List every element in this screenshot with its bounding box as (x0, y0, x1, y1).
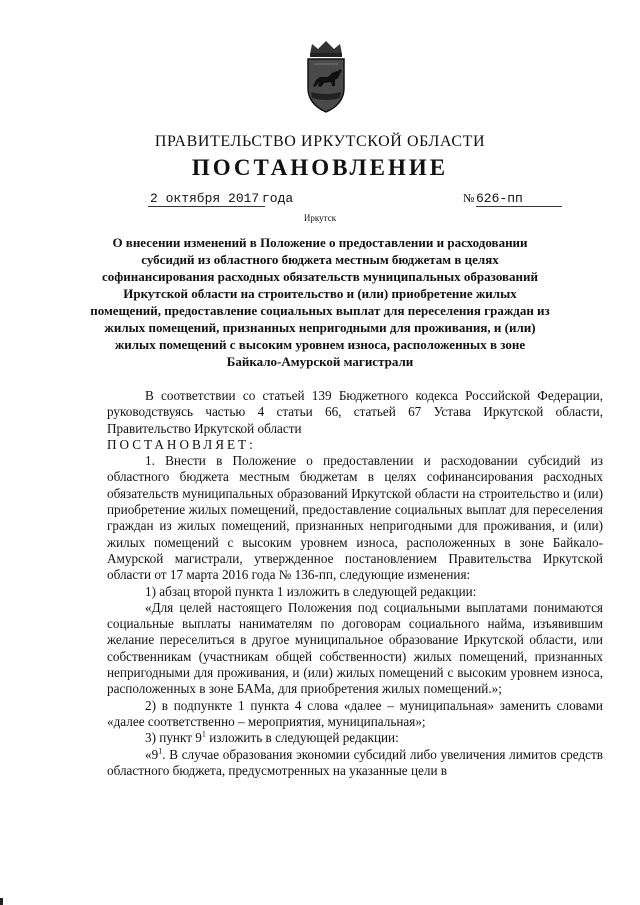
decree-word: ПОСТАНОВЛЯЕТ: (107, 436, 256, 452)
item-1-paragraph: 1. Внести в Положение о предоставлении и расходовании субсидий из областного бюджета местным бюджетам в целях софинансирования расходных обязательств муниципальных образований Иркутской области на строительство и (или) приобретение жилых помещений, предоставление социальных выплат для переселения граждан из жилых помещений, признанных непригодными для проживания, и (или) жилых помещений с высоким уровнем износа, расположенных в зоне Байкало-Амурской магистрали, утвержденное постановлением Правительства Иркутской области от 17 марта 2016 года № 136-пп, следующие изменения: (107, 453, 603, 583)
quote-2-text-b: . В случае образования экономии субсидий либо увеличения лимитов средств областного бюджета, предусмотренных на указанные цели в (107, 746, 603, 778)
quote-2-paragraph (107, 747, 603, 780)
quote-2-superscript: 1 (158, 746, 163, 756)
quote-2-text-a: «9 (145, 746, 159, 762)
quote-1-paragraph: «Для целей настоящего Положения под социальными выплатами понимаются социальные выплаты нанимателям по договорам социального найма, изъявившим желание переселиться в другое муниципальное образование Иркутской области, или собственникам (участникам общей собственности) жилых помещений, признанных непригодными для проживания, и (или) жилых помещений с высоким уровнем износа, расположенных в зоне БАМа, для приобретения жилых помещений.»; (107, 599, 603, 697)
document-date: 2 октября 2017 (148, 191, 265, 207)
date-suffix: года (262, 191, 294, 206)
irkutsk-coat-of-arms-icon (302, 40, 350, 114)
subitem-3-text-b: изложить в следующей редакции: (205, 730, 399, 746)
subitem-2-paragraph: 2) в подпункте 1 пункта 4 слова «далее – муниципальная» заменить словами «далее соответственно – мероприятия, муниципальная»; (107, 697, 603, 729)
number-sign: № (463, 191, 475, 205)
scan-edge-mark (0, 898, 3, 905)
document-type-title: ПОСТАНОВЛЕНИЕ (191, 155, 449, 180)
intro-paragraph: В соответствии со статьей 139 Бюджетного кодекса Российской Федерации, руководствуясь частью 4 статьи 66, статьей 67 Устава Иркутской области, Правительство Иркутской области (107, 388, 603, 436)
subitem-3-superscript: 1 (201, 729, 206, 739)
date-number-row (0, 191, 640, 211)
document-number: 626-пп (476, 191, 562, 207)
government-name: ПРАВИТЕЛЬСТВО ИРКУТСКОЙ ОБЛАСТИ (154, 133, 486, 150)
document-body (107, 388, 603, 779)
city-name: Иркутск (303, 213, 337, 223)
subitem-3-text-a: 3) пункт 9 (145, 730, 202, 746)
resolution-heading: О внесении изменений в Положение о предоставлении и расходовании субсидий из областного бюджета местным бюджетам в целях софинансирования расходных обязательств муниципальных образований Иркутской области на строительство и (или) приобретение жилых помещений, предоставление социальных выплат для переселения граждан из жилых помещений, признанных непригодными для проживания, и (или) жилых помещений с высоким уровнем износа, расположенных в зоне Байкало-Амурской магистрали (90, 235, 550, 369)
subitem-3-paragraph (107, 730, 603, 746)
subitem-1-paragraph: 1) абзац второй пункта 1 изложить в следующей редакции: (145, 583, 477, 599)
